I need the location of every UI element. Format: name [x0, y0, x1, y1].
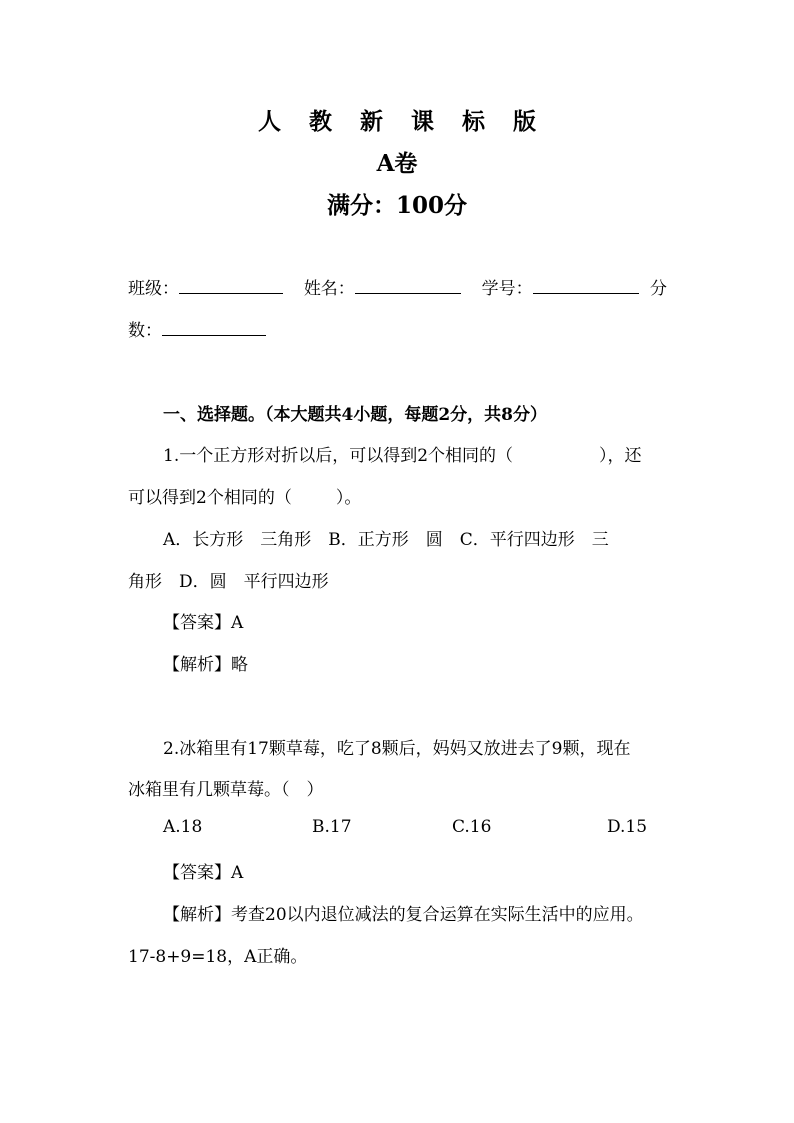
paper-title: A卷	[376, 150, 418, 177]
id-blank[interactable]	[533, 277, 639, 294]
q1-analysis: 【解析】略	[163, 655, 248, 675]
q2-option-c: C.16	[452, 817, 492, 837]
name-blank[interactable]	[355, 277, 461, 294]
q2-option-b: B.17	[312, 817, 352, 837]
q1-options-line1: A．长方形 三角形 B．正方形 圆 C．平行四边形 三	[163, 530, 609, 550]
q1-line1-end: ），还	[599, 446, 642, 466]
score-row	[128, 316, 266, 341]
score-label-part2: 数：	[128, 321, 162, 341]
section-heading: 一、选择题。（本大题共4小题，每题2分，共8分）	[163, 405, 547, 425]
full-score: 满分：100分	[326, 192, 467, 219]
q1-answer: 【答案】A	[163, 613, 244, 633]
score-blank[interactable]	[162, 319, 266, 336]
q1-options-line2: 角形 D．圆 平行四边形	[128, 572, 329, 592]
q2-line2: 冰箱里有几颗草莓。（ ）	[128, 780, 324, 800]
q2-answer: 【答案】A	[163, 863, 244, 883]
class-label: 班级：	[128, 279, 179, 299]
id-label: 学号：	[481, 279, 533, 299]
q2-line1: 2.冰箱里有17颗草莓，吃了8颗后，妈妈又放进去了9颗，现在	[163, 739, 631, 759]
q1-line2-end: ）。	[335, 488, 362, 508]
q1-line1	[163, 441, 642, 466]
q2-analysis-line2: 17-8+9=18，A正确。	[128, 947, 308, 967]
q1-line2-text: 可以得到2个相同的（	[128, 488, 292, 508]
name-label: 姓名：	[303, 279, 355, 299]
publisher-title: 人 教 新 课 标 版	[257, 108, 547, 135]
q1-line2	[128, 483, 361, 508]
student-info-row	[128, 274, 639, 299]
q2-option-d: D.15	[607, 817, 648, 837]
score-label-part1: 分	[650, 279, 667, 299]
class-blank[interactable]	[179, 277, 283, 294]
q1-line1-text: 1.一个正方形对折以后，可以得到2个相同的（	[163, 446, 514, 466]
q2-option-a: A.18	[163, 817, 203, 837]
q2-analysis-line1: 【解析】考查20以内退位减法的复合运算在实际生活中的应用。	[163, 905, 644, 925]
